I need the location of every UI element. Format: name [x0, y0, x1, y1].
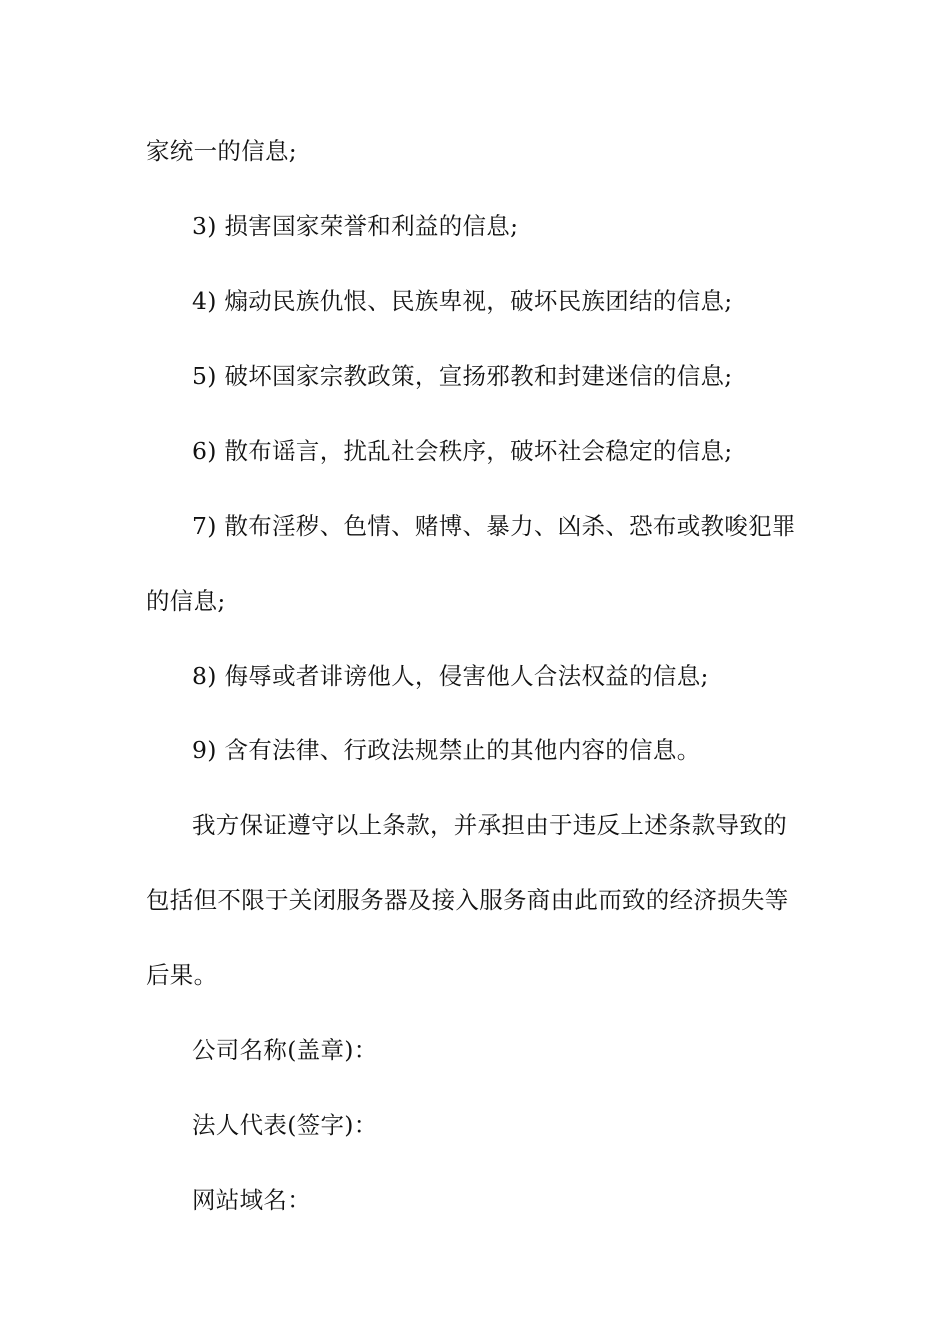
guarantee-line-2: 包括但不限于关闭服务器及接入服务商由此而致的经济损失等 [146, 886, 789, 914]
clause-6: 6) 散布谣言，扰乱社会秩序，破坏社会稳定的信息; [192, 437, 733, 465]
clause-7-continued: 的信息; [146, 587, 226, 615]
guarantee-line-1: 我方保证遵守以上条款，并承担由于违反上述条款导致的 [192, 811, 787, 839]
clause-7: 7) 散布淫秽、色情、赌博、暴力、凶杀、恐布或教唆犯罪 [192, 512, 796, 540]
guarantee-line-3: 后果。 [146, 961, 218, 989]
clause-8: 8) 侮辱或者诽谤他人，侵害他人合法权益的信息; [192, 662, 709, 690]
company-name-label: 公司名称(盖章)： [192, 1036, 378, 1064]
clause-4: 4) 煽动民族仇恨、民族卑视，破坏民族团结的信息; [192, 287, 733, 315]
legal-representative-label: 法人代表(签字)： [192, 1111, 378, 1139]
clause-9: 9) 含有法律、行政法规禁止的其他内容的信息。 [192, 736, 701, 764]
clause-5: 5) 破坏国家宗教政策，宣扬邪教和封建迷信的信息; [192, 362, 733, 390]
clause-3: 3) 损害国家荣誉和利益的信息; [192, 212, 519, 240]
text-line-1: 家统一的信息; [146, 137, 298, 165]
website-domain-label: 网站域名： [192, 1186, 311, 1214]
